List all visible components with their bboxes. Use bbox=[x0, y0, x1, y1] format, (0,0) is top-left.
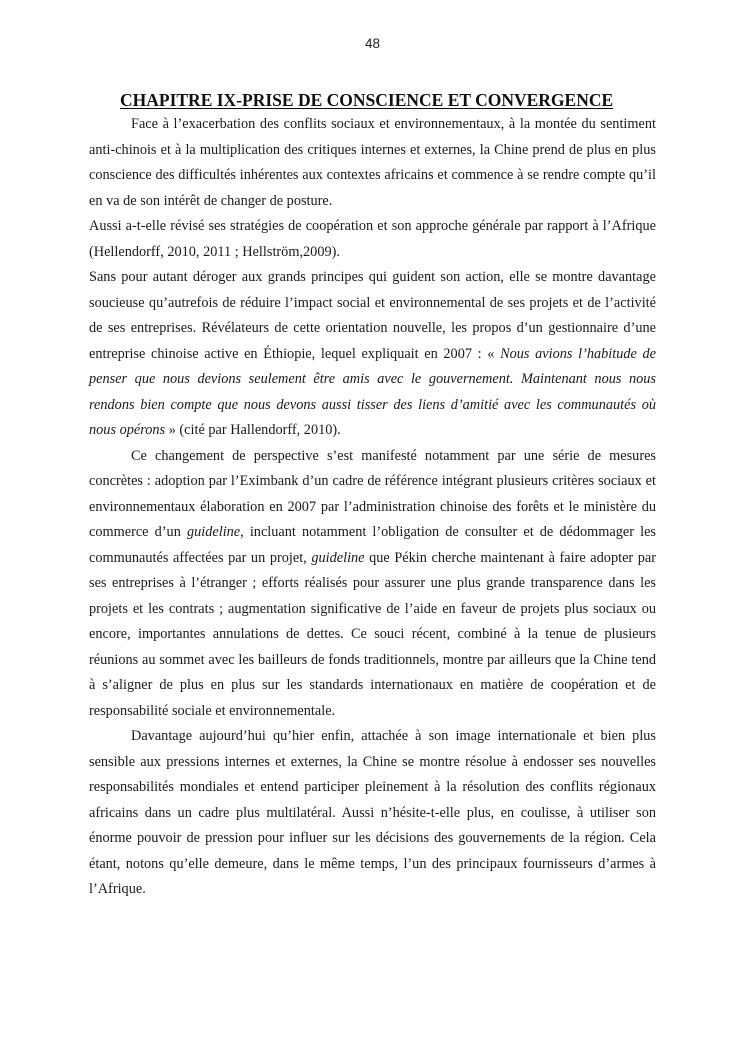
paragraph-4-text-a: Ce changement de perspective s’est manifesté notamment par une série de mesures concrètes : adoption par l’Eximbank d’un cadre de référence intégrant plusieurs critères sociaux et environnementaux élaboration en 2007 par l’administration chinoise des forêts et le ministère du commerce d’un bbox=[89, 447, 656, 540]
paragraph-4 bbox=[89, 444, 656, 725]
paragraph-3-text: Sans pour autant déroger aux grands principes qui guident son action, elle se montre davantage soucieuse qu’autrefois de réduire l’impact social et environnemental de ses projets et de l’activité de ses entreprises. Révélateurs de cette orientation nouvelle, les propos d’un gestionnaire d’une entreprise chinoise active en Éthiopie, lequel expliquait en 2007 : « bbox=[89, 269, 656, 362]
paragraph-1: Face à l’exacerbation des conflits sociaux et environnementaux, à la montée du sentiment anti-chinois et à la multiplication des critiques internes et externes, la Chine prend de plus en plus conscience des difficultés inhérentes aux contextes africains et commence à se rendre compte qu’il en va de son intérêt de changer de posture. bbox=[89, 116, 656, 209]
paragraph-3 bbox=[89, 265, 656, 444]
paragraph-4-text-c: que Pékin cherche maintenant à faire adopter par ses entreprises à l’étranger ; efforts réalisés pour assurer une plus grande transparence dans les projets et les contrats ; augmentation significative de l’aide en faveur de projets plus sociaux ou encore, importantes annulations de dettes. Ce souci récent, combiné à la tenue de plusieurs réunions au sommet avec les bailleurs de fonds traditionnels, montre par ailleurs que la Chine tend à s’aligner de plus en plus sur les standards internationaux en matière de coopération et de responsabilité sociale et environnementale. bbox=[89, 549, 657, 719]
guideline-term-2: guideline bbox=[311, 549, 365, 566]
paragraph-4-text-b: , incluant notamment l’obligation de consulter et de dédommager les communautés affectées par un projet, bbox=[89, 524, 656, 566]
chapter-title: CHAPITRE IX-PRISE DE CONSCIENCE ET CONVERGENCE bbox=[120, 90, 614, 110]
document-body bbox=[89, 88, 656, 903]
quote-italic: Nous avions l’habitude de penser que nous devions seulement être amis avec le gouvernement. Maintenant nous nous rendons bien compte que nous devons aussi tisser des liens d’amitié avec les communautés où nous opérons bbox=[89, 345, 656, 438]
paragraph-2: Aussi a-t-elle révisé ses stratégies de coopération et son approche générale par rapport à l’Afrique (Hellendorff, 2010, 2011 ; Hellström,2009). bbox=[89, 218, 656, 260]
paragraph-3-citation: » (cité par Hallendorff, 2010). bbox=[165, 422, 341, 438]
paragraph-5: Davantage aujourd’hui qu’hier enfin, attachée à son image internationale et bien plus sensible aux pressions internes et externes, la Chine se montre résolue à endosser ses nouvelles responsabilités mondiales et entend participer pleinement à la résolution des conflits régionaux africains dans un cadre plus multilatéral. Aussi n’hésite-t-elle plus, en coulisse, à utiliser son énorme pouvoir de pression pour influer sur les décisions des gouvernements de la région. Cela étant, notons qu’elle demeure, dans le même temps, l’un des principaux fournisseurs d’armes à l’Afrique. bbox=[89, 728, 656, 897]
guideline-term-1: guideline bbox=[186, 524, 241, 540]
page-number: 48 bbox=[364, 36, 381, 51]
